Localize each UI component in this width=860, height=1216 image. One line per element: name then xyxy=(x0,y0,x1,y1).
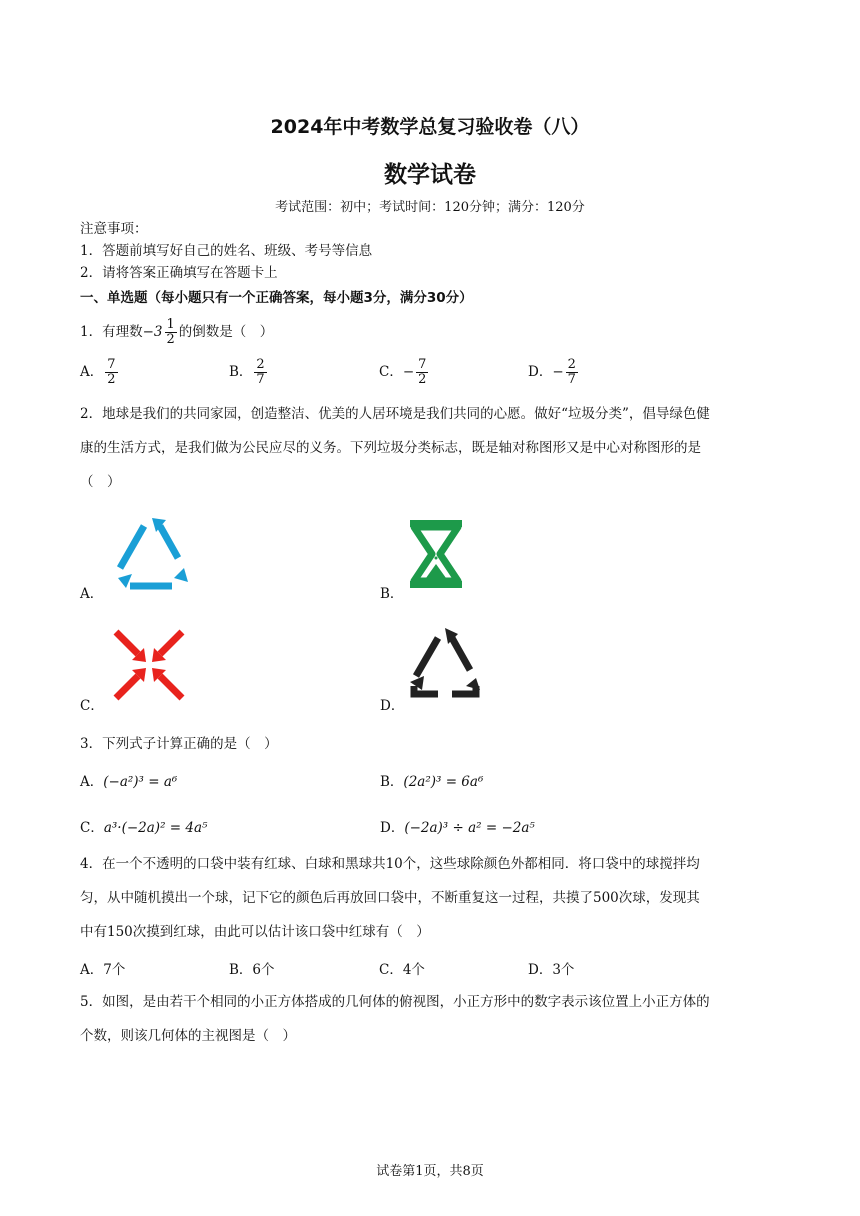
option-label: D． xyxy=(380,820,405,836)
option-label: A． xyxy=(80,364,104,380)
question-4-line: 中有150次摸到红球，由此可以估计该口袋中红球有（ ） xyxy=(80,924,430,940)
q1-suffix: 的倒数是（ ） xyxy=(178,324,274,340)
option-num: 2 xyxy=(567,357,576,372)
option-den: 2 xyxy=(107,372,116,387)
q2-option-b-label[interactable]: B． xyxy=(380,586,404,602)
option-fraction xyxy=(566,358,578,387)
option-expr: a³·(−2a)² = 4a⁵ xyxy=(103,820,208,836)
option-fraction xyxy=(254,358,266,387)
q1-num: 1 xyxy=(166,317,175,332)
hourglass-icon xyxy=(406,518,466,590)
q1-option-b[interactable] xyxy=(229,358,269,387)
question-4-line: 4．在一个不透明的口袋中装有红球、白球和黑球共10个，这些球除颜色外都相同．将口袋中的球搅拌均 xyxy=(80,856,700,872)
option-sign: − xyxy=(552,364,564,380)
q4-option-a[interactable]: A．7个 xyxy=(80,962,126,978)
q3-option-b[interactable] xyxy=(380,770,483,790)
exam-subtitle: 数学试卷 xyxy=(384,162,476,188)
q1-option-c[interactable] xyxy=(379,358,430,387)
question-3: 3．下列式子计算正确的是（ ） xyxy=(80,736,278,752)
q2-option-a-label[interactable]: A． xyxy=(80,586,104,602)
q1-den: 2 xyxy=(166,332,175,347)
q4-option-d[interactable]: D．3个 xyxy=(528,962,575,978)
q1-prefix: 1．有理数 xyxy=(80,324,143,340)
option-expr: (−2a)³ ÷ a² = −2a⁵ xyxy=(404,820,535,836)
q4-option-c[interactable]: C．4个 xyxy=(379,962,425,978)
option-label: A． xyxy=(80,774,104,790)
q3-option-c[interactable] xyxy=(80,816,207,836)
option-den: 7 xyxy=(256,372,265,387)
q4-option-b[interactable]: B．6个 xyxy=(229,962,275,978)
question-4-line: 匀，从中随机摸出一个球，记下它的颜色后再放回口袋中，不断重复这一过程，共摸了500次球，发现其 xyxy=(80,890,700,906)
recycle-triangle-icon xyxy=(108,512,196,592)
exam-title: 2024年中考数学总复习验收卷（八） xyxy=(270,116,590,138)
option-expr: (−a²)³ = a⁶ xyxy=(103,774,178,790)
q1-fraction xyxy=(165,318,177,347)
q1-option-d[interactable] xyxy=(528,358,580,387)
option-den: 2 xyxy=(418,372,427,387)
question-5-line: 5．如图，是由若干个相同的小正方体搭成的几何体的俯视图，小正方形中的数字表示该位置上小正方体的 xyxy=(80,994,710,1010)
q3-option-d[interactable] xyxy=(380,816,535,836)
q1-whole: −3 xyxy=(142,324,163,340)
question-1 xyxy=(80,318,785,347)
option-label: C． xyxy=(379,364,403,380)
section-heading: 一、单选题（每小题只有一个正确答案，每小题3分，满分30分） xyxy=(80,290,473,306)
question-2-line: （ ） xyxy=(80,474,121,490)
question-5-line: 个数，则该几何体的主视图是（ ） xyxy=(80,1028,296,1044)
option-label: B． xyxy=(380,774,404,790)
option-fraction xyxy=(105,358,117,387)
q1-option-a[interactable] xyxy=(80,358,120,387)
question-2-line: 康的生活方式，是我们做为公民应尽的义务。下列垃圾分类标志，既是轴对称图形又是中心对称图形的是 xyxy=(80,440,701,456)
notes-heading: 注意事项： xyxy=(80,221,148,237)
question-2-line: 2．地球是我们的共同家园，创造整洁、优美的人居环境是我们共同的心愿。做好“垃圾分类”，倡导绿色健 xyxy=(80,406,710,422)
option-label: D． xyxy=(528,364,553,380)
inward-arrows-icon xyxy=(112,628,186,702)
option-expr: (2a²)³ = 6a⁶ xyxy=(403,774,484,790)
option-sign: − xyxy=(402,364,415,380)
option-fraction xyxy=(416,358,428,387)
page-footer: 试卷第1页，共8页 xyxy=(376,1164,484,1179)
option-den: 7 xyxy=(567,372,576,387)
recycle-triangle-icon xyxy=(404,624,486,702)
option-num: 2 xyxy=(256,357,265,372)
q2-option-d-label[interactable]: D． xyxy=(380,698,405,714)
q3-option-a[interactable] xyxy=(80,770,177,790)
option-num: 7 xyxy=(107,357,116,372)
exam-info: 考试范围：初中；考试时间：120分钟；满分：120分 xyxy=(275,200,585,215)
q2-option-c-label[interactable]: C． xyxy=(80,698,104,714)
note-item: 2．请将答案正确填写在答题卡上 xyxy=(80,265,278,281)
note-item: 1．答题前填写好自己的姓名、班级、考号等信息 xyxy=(80,243,373,259)
option-label: C． xyxy=(80,820,104,836)
option-label: B． xyxy=(229,364,253,380)
option-num: 7 xyxy=(418,357,427,372)
